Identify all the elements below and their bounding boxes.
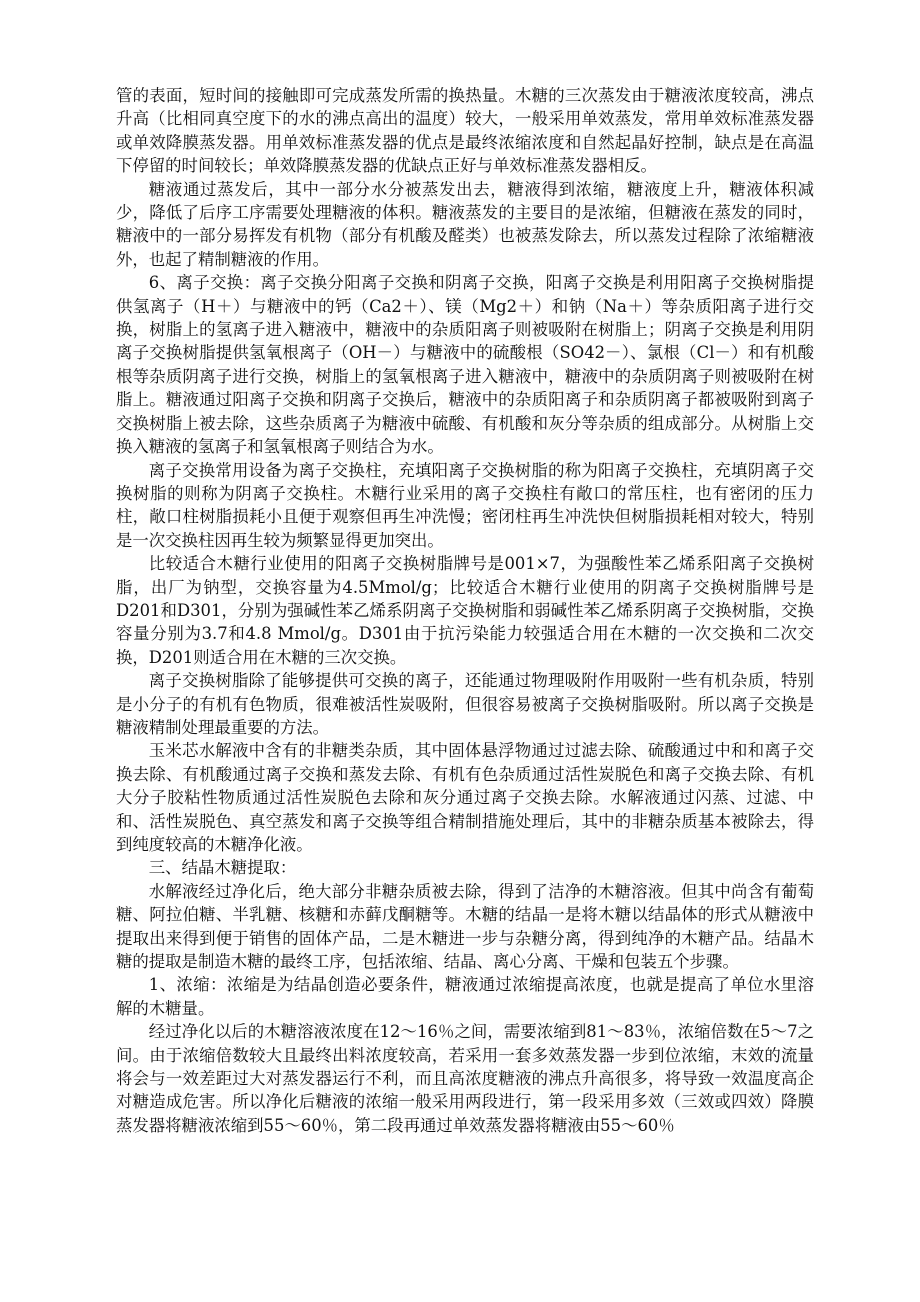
- paragraph: 离子交换常用设备为离子交换柱，充填阳离子交换树脂的称为阳离子交换柱，充填阴离子交换树脂的则称为阴离子交换柱。木糖行业采用的离子交换柱有敞口的常压柱，也有密闭的压力柱，敞口柱树脂损耗小且便于观察但再生冲洗慢；密闭柱再生冲洗快但树脂损耗相对较大，特别是一次交换柱因再生较为频繁显得更加突出。: [116, 460, 814, 550]
- paragraph: 糖液通过蒸发后，其中一部分水分被蒸发出去，糖液得到浓缩，糖液度上升，糖液体积减少，降低了后序工序需要处理糖液的体积。糖液蒸发的主要目的是浓缩，但糖液在蒸发的同时，糖液中的一部分易挥发有机物（部分有机酸及醛类）也被蒸发除去，所以蒸发过程除了浓缩糖液外，也起了精制糖液的作用。: [116, 179, 814, 269]
- paragraph: 玉米芯水解液中含有的非糖类杂质，其中固体悬浮物通过过滤去除、硫酸通过中和和离子交换去除、有机酸通过离子交换和蒸发去除、有机有色杂质通过活性炭脱色和离子交换去除、有机大分子胶粘性物质通过活性炭脱色去除和灰分通过离子交换去除。水解液通过闪蒸、过滤、中和、活性炭脱色、真空蒸发和离子交换等组合精制措施处理后，其中的非糖杂质基本被除去，得到纯度较高的木糖净化液。: [116, 741, 814, 854]
- paragraph: 管的表面，短时间的接触即可完成蒸发所需的换热量。木糖的三次蒸发由于糖液浓度较高，沸点升高（比相同真空度下的水的沸点高出的温度）较大，一般采用单效蒸发，常用单效标准蒸发器或单效降膜蒸发器。用单效标准蒸发器的优点是最终浓缩浓度和自然起晶好控制，缺点是在高温下停留的时间较长；单效降膜蒸发器的优缺点正好与单效标准蒸发器相反。: [116, 86, 814, 176]
- paragraph: 水解液经过净化后，绝大部分非糖杂质被去除，得到了洁净的木糖溶液。但其中尚含有葡萄糖、阿拉伯糖、半乳糖、核糖和赤藓戊酮糖等。木糖的结晶一是将木糖以结晶体的形式从糖液中提取出来得到便于销售的固体产品，二是木糖进一步与杂糖分离，得到纯净的木糖产品。结晶木糖的提取是制造木糖的最终工序，包括浓缩、结晶、离心分离、干燥和包装五个步骤。: [116, 881, 814, 972]
- paragraph: 1、浓缩：浓缩是为结晶创造必要条件，糖液通过浓缩提高浓度，也就是提高了单位水里溶解的木糖量。: [116, 975, 814, 1018]
- paragraph: 经过净化以后的木糖溶液浓度在12～16％之间，需要浓缩到81～83％，浓缩倍数在5～7之间。由于浓缩倍数较大且最终出料浓度较高，若采用一套多效蒸发器一步到位浓缩，末效的流量将会与一效差距过大对蒸发器运行不利，而且高浓度糖液的沸点升高很多，将导致一效温度高企对糖造成危害。所以净化后糖液的浓缩一般采用两段进行，第一段采用多效（三效或四效）降膜蒸发器将糖液浓缩到55～60％，第二段再通过单效蒸发器将糖液由55～60％: [116, 1022, 814, 1135]
- paragraph: 6、离子交换：离子交换分阳离子交换和阴离子交换，阳离子交换是利用阳离子交换树脂提供氢离子（H＋）与糖液中的钙（Ca2＋）、镁（Mg2＋）和钠（Na＋）等杂质阳离子进行交换，树脂上的氢离子进入糖液中，糖液中的杂质阳离子则被吸附在树脂上；阴离子交换是利用阴离子交换树脂提供氢氧根离子（OH－）与糖液中的硫酸根（SO42－）、氯根（Cl－）和有机酸根等杂质阴离子进行交换，树脂上的氢氧根离子进入糖液中，糖液中的杂质阴离子则被吸附在树脂上。糖液通过阳离子交换和阴离子交换后，糖液中的杂质阳离子和杂质阴离子都被吸附到离子交换树脂上被去除，这些杂质离子为糖液中硫酸、有机酸和灰分等杂质的组成部分。从树脂上交换入糖液的氢离子和氢氧根离子则结合为水。: [116, 273, 814, 457]
- section-heading: 三、结晶木糖提取：: [148, 858, 297, 878]
- document-body: [116, 84, 814, 1137]
- paragraph: 离子交换树脂除了能够提供可交换的离子，还能通过物理吸附作用吸附一些有机杂质，特别是小分子的有机有色物质，很难被活性炭吸附，但很容易被离子交换树脂吸附。所以离子交换是糖液精制处理最重要的方法。: [116, 671, 814, 737]
- paragraph: 比较适合木糖行业使用的阳离子交换树脂牌号是001×7，为强酸性苯乙烯系阳离子交换树脂，出厂为钠型，交换容量为4.5Mmol/g；比较适合木糖行业使用的阴离子交换树脂牌号是D201和D301，分别为强碱性苯乙烯系阴离子交换树脂和弱碱性苯乙烯系阴离子交换树脂，交换容量分别为3.7和4.8 Mmol/g。D301由于抗污染能力较强适合用在木糖的一次交换和二次交换，D201则适合用在木糖的三次交换。: [116, 554, 814, 667]
